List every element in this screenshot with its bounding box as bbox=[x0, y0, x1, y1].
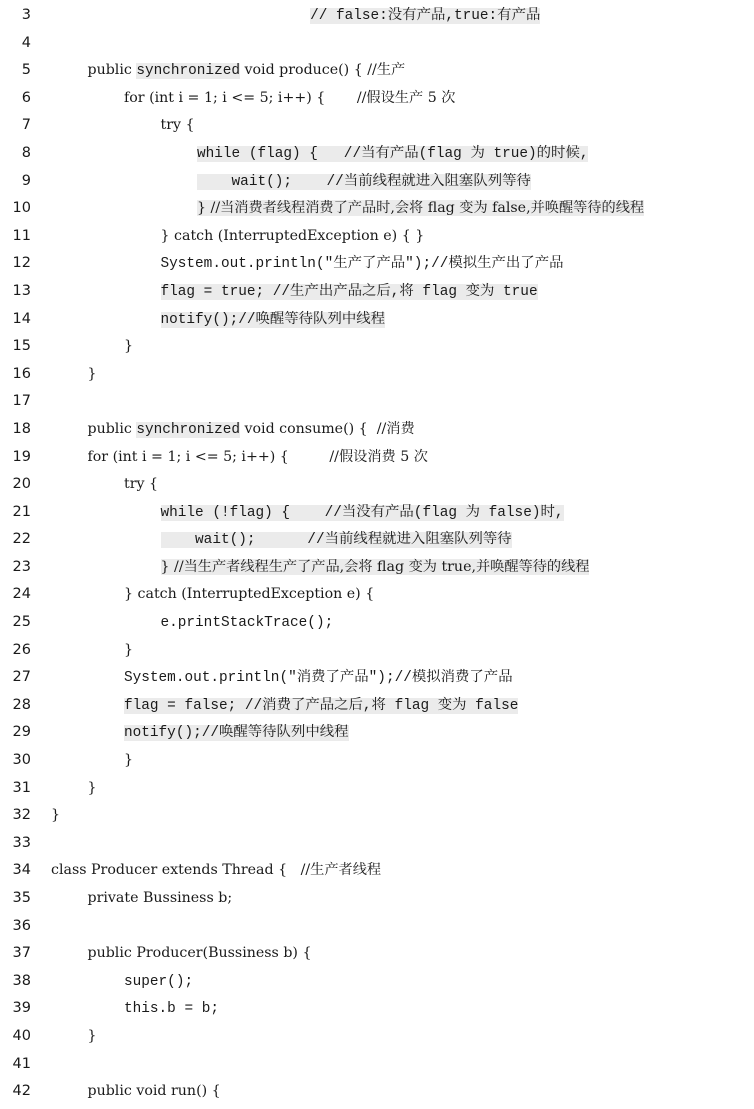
line-content bbox=[124, 581, 374, 609]
highlighted-code: synchronized bbox=[136, 63, 240, 80]
line-number: 42 bbox=[12, 1083, 31, 1100]
code-line bbox=[0, 223, 754, 251]
code-text: } bbox=[87, 365, 97, 382]
code-line bbox=[0, 306, 754, 334]
code-line bbox=[0, 85, 754, 113]
code-text: for (int i = 1; i <= 5; i++) { //假设生产 5 次 bbox=[124, 89, 456, 106]
line-number: 13 bbox=[12, 282, 31, 299]
code-line bbox=[0, 112, 754, 140]
code-text: public void run() { bbox=[87, 1083, 221, 1100]
line-content bbox=[161, 499, 564, 528]
highlighted-code: } //当生产者线程生产了产品,会将 flag 变为 true,并唤醒等待的线程 bbox=[160, 558, 590, 575]
code-line bbox=[0, 719, 754, 747]
code-line bbox=[0, 471, 754, 499]
line-content bbox=[88, 416, 415, 445]
line-content bbox=[124, 747, 133, 775]
code-line bbox=[0, 140, 754, 168]
code-line bbox=[0, 1023, 754, 1051]
line-number: 9 bbox=[21, 172, 31, 189]
line-number: 33 bbox=[12, 834, 31, 851]
line-content bbox=[124, 995, 219, 1024]
line-content bbox=[161, 526, 512, 555]
code-text: public Producer(Bussiness b) { bbox=[87, 945, 312, 962]
line-number: 37 bbox=[12, 945, 31, 962]
line-number: 41 bbox=[12, 1055, 31, 1072]
line-content bbox=[197, 140, 588, 169]
code-line bbox=[0, 775, 754, 803]
code-listing bbox=[0, 2, 754, 1106]
line-content bbox=[124, 333, 133, 361]
code-line bbox=[0, 968, 754, 996]
code-line bbox=[0, 747, 754, 775]
line-content bbox=[161, 223, 425, 251]
line-content bbox=[124, 664, 513, 693]
code-line bbox=[0, 1051, 754, 1079]
code-line bbox=[0, 416, 754, 444]
line-number: 17 bbox=[12, 393, 31, 410]
line-content bbox=[124, 85, 455, 113]
code-line bbox=[0, 168, 754, 196]
code-text: void consume() { //消费 bbox=[239, 420, 415, 437]
highlighted-code: while (!flag) { //当没有产品(flag 为 false)时, bbox=[160, 504, 564, 521]
line-number: 10 bbox=[12, 200, 31, 217]
code-line bbox=[0, 195, 754, 223]
line-number: 15 bbox=[12, 338, 31, 355]
code-text: } bbox=[124, 338, 134, 355]
highlighted-code: // false:没有产品,true:有产品 bbox=[310, 8, 541, 24]
line-number: 38 bbox=[12, 972, 31, 989]
code-line bbox=[0, 1078, 754, 1106]
line-content bbox=[161, 609, 334, 638]
line-content bbox=[124, 471, 158, 499]
highlighted-code: wait(); //当前线程就进入阻塞队列等待 bbox=[197, 173, 531, 190]
line-number: 5 bbox=[21, 62, 31, 79]
code-text: try { bbox=[160, 117, 195, 134]
code-text: void produce() { //生产 bbox=[239, 62, 406, 79]
code-line bbox=[0, 278, 754, 306]
line-content bbox=[161, 112, 195, 140]
code-text: try { bbox=[124, 476, 159, 493]
code-text: } bbox=[124, 752, 134, 769]
line-number: 12 bbox=[12, 255, 31, 272]
line-number: 31 bbox=[12, 779, 31, 796]
code-text: for (int i = 1; i <= 5; i++) { //假设消费 5 次 bbox=[87, 448, 428, 465]
code-line bbox=[0, 995, 754, 1023]
code-line bbox=[0, 2, 754, 30]
code-line bbox=[0, 940, 754, 968]
highlighted-code: while (flag) { //当有产品(flag 为 true)的时候, bbox=[197, 145, 589, 162]
line-content bbox=[88, 1078, 221, 1106]
line-content bbox=[124, 692, 518, 721]
line-number: 20 bbox=[12, 476, 31, 493]
code-line bbox=[0, 554, 754, 582]
code-line bbox=[0, 250, 754, 278]
line-number: 14 bbox=[12, 310, 31, 327]
code-line bbox=[0, 830, 754, 858]
line-number: 21 bbox=[12, 503, 31, 520]
line-number: 26 bbox=[12, 641, 31, 658]
code-line bbox=[0, 388, 754, 416]
code-text: public bbox=[87, 420, 137, 437]
code-line bbox=[0, 361, 754, 389]
line-number: 27 bbox=[12, 669, 31, 686]
line-content bbox=[124, 968, 193, 997]
line-content bbox=[161, 306, 386, 335]
line-number: 22 bbox=[12, 531, 31, 548]
line-number: 3 bbox=[21, 7, 31, 23]
line-content bbox=[88, 444, 428, 472]
line-number: 32 bbox=[12, 807, 31, 824]
highlighted-code: notify();//唤醒等待队列中线程 bbox=[160, 311, 386, 328]
line-number: 25 bbox=[12, 614, 31, 631]
code-line bbox=[0, 885, 754, 913]
line-number: 6 bbox=[21, 89, 31, 106]
line-content bbox=[88, 775, 97, 803]
code-text bbox=[51, 8, 310, 24]
code-text: } bbox=[87, 779, 97, 796]
line-content bbox=[88, 940, 312, 968]
line-number: 29 bbox=[12, 724, 31, 741]
line-number: 28 bbox=[12, 696, 31, 713]
code-text: e.printStackTrace(); bbox=[160, 615, 334, 632]
code-line bbox=[0, 664, 754, 692]
line-content bbox=[161, 554, 590, 582]
line-number: 35 bbox=[12, 890, 31, 906]
line-number: 7 bbox=[21, 117, 31, 134]
line-content bbox=[51, 2, 540, 31]
code-text: } bbox=[124, 641, 134, 658]
line-number: 24 bbox=[12, 586, 31, 603]
highlighted-code: flag = false; //消费了产品之后,将 flag 变为 false bbox=[124, 697, 519, 714]
highlighted-code: flag = true; //生产出产品之后,将 flag 变为 true bbox=[160, 283, 538, 300]
code-line bbox=[0, 499, 754, 527]
line-number: 18 bbox=[12, 420, 31, 437]
code-line bbox=[0, 857, 754, 885]
highlighted-code: notify();//唤醒等待队列中线程 bbox=[124, 725, 349, 742]
line-number: 11 bbox=[12, 227, 31, 244]
code-text: } bbox=[51, 807, 61, 824]
line-number: 40 bbox=[12, 1027, 31, 1044]
highlighted-code: wait(); //当前线程就进入阻塞队列等待 bbox=[160, 532, 512, 549]
code-line bbox=[0, 913, 754, 941]
line-number: 8 bbox=[21, 144, 31, 161]
line-number: 19 bbox=[12, 448, 31, 465]
line-number: 36 bbox=[12, 917, 31, 934]
line-number: 4 bbox=[21, 34, 31, 51]
line-content bbox=[88, 361, 97, 389]
code-line bbox=[0, 333, 754, 361]
code-line bbox=[0, 802, 754, 830]
code-line bbox=[0, 692, 754, 720]
line-content bbox=[88, 57, 406, 86]
code-text: System.out.println("生产了产品");//模拟生产出了产品 bbox=[160, 256, 564, 273]
code-text: private Bussiness b; bbox=[87, 890, 233, 906]
highlighted-code: synchronized bbox=[136, 421, 240, 438]
line-content bbox=[124, 637, 133, 665]
code-line bbox=[0, 609, 754, 637]
code-text: public bbox=[87, 62, 137, 79]
line-content bbox=[161, 278, 538, 307]
line-content bbox=[124, 719, 349, 748]
line-number: 16 bbox=[12, 365, 31, 382]
code-line bbox=[0, 637, 754, 665]
line-content bbox=[197, 195, 644, 223]
line-content bbox=[197, 168, 531, 197]
code-text: class Producer extends Thread { //生产者线程 bbox=[51, 862, 382, 879]
line-number: 34 bbox=[12, 862, 31, 879]
line-number: 39 bbox=[12, 1000, 31, 1017]
code-text: } bbox=[87, 1027, 97, 1044]
code-line bbox=[0, 444, 754, 472]
line-content bbox=[88, 885, 233, 913]
code-text: super(); bbox=[124, 973, 194, 990]
line-content bbox=[51, 802, 60, 830]
line-content bbox=[88, 1023, 97, 1051]
line-content bbox=[161, 250, 564, 279]
line-number: 23 bbox=[12, 558, 31, 575]
code-text: } catch (InterruptedException e) { } bbox=[160, 227, 425, 244]
highlighted-code: } //当消费者线程消费了产品时,会将 flag 变为 false,并唤醒等待的线程 bbox=[197, 200, 645, 217]
code-text: this.b = b; bbox=[124, 1001, 219, 1018]
code-line bbox=[0, 30, 754, 58]
line-content bbox=[51, 857, 381, 885]
code-line bbox=[0, 526, 754, 554]
code-text: System.out.println("消费了产品");//模拟消费了产品 bbox=[124, 670, 513, 687]
code-line bbox=[0, 57, 754, 85]
code-line bbox=[0, 581, 754, 609]
code-text: } catch (InterruptedException e) { bbox=[124, 586, 375, 603]
line-number: 30 bbox=[12, 752, 31, 769]
